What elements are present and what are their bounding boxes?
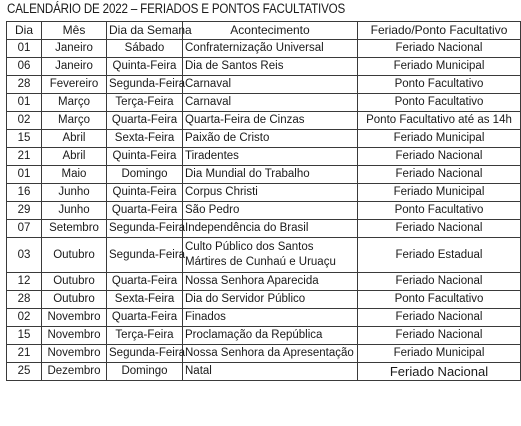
- table-row: [7, 148, 521, 166]
- cell-dia: 02: [7, 112, 42, 130]
- cell-mes: Novembro: [42, 345, 107, 363]
- cell-feriado-ponto-facultativo: Feriado Nacional: [358, 273, 521, 291]
- header-dia-da-semana: Dia da Semana: [107, 22, 183, 40]
- cell-feriado-ponto-facultativo: Feriado Municipal: [358, 184, 521, 202]
- table-body: [7, 40, 521, 381]
- cell-feriado-ponto-facultativo: Feriado Nacional: [358, 166, 521, 184]
- header-dia: Dia: [7, 22, 42, 40]
- cell-dia: 29: [7, 202, 42, 220]
- header-mes: Mês: [42, 22, 107, 40]
- table-row: [7, 345, 521, 363]
- cell-acontecimento: Dia Mundial do Trabalho: [183, 166, 358, 184]
- cell-feriado-ponto-facultativo: Ponto Facultativo: [358, 76, 521, 94]
- cell-mes: Abril: [42, 130, 107, 148]
- table-row: [7, 94, 521, 112]
- cell-feriado-ponto-facultativo: Feriado Estadual: [358, 238, 521, 273]
- cell-dia: 15: [7, 327, 42, 345]
- cell-dia-da-semana: Quinta-Feira: [107, 148, 183, 166]
- page-title: CALENDÁRIO DE 2022 – FERIADOS E PONTOS FACULTATIVOS: [7, 1, 346, 16]
- table-row: [7, 184, 521, 202]
- cell-dia: 07: [7, 220, 42, 238]
- cell-acontecimento: Dia de Santos Reis: [183, 58, 358, 76]
- cell-dia-da-semana: Sexta-Feira: [107, 291, 183, 309]
- cell-mes: Março: [42, 94, 107, 112]
- cell-dia: 12: [7, 273, 42, 291]
- cell-acontecimento: Tiradentes: [183, 148, 358, 166]
- cell-dia-da-semana: Domingo: [107, 166, 183, 184]
- cell-dia-da-semana: Terça-Feira: [107, 327, 183, 345]
- cell-mes: Dezembro: [42, 363, 107, 381]
- cell-dia-da-semana: Quarta-Feira: [107, 202, 183, 220]
- cell-acontecimento: Carnaval: [183, 94, 358, 112]
- cell-feriado-ponto-facultativo: Feriado Nacional: [358, 40, 521, 58]
- cell-acontecimento: Nossa Senhora Aparecida: [183, 273, 358, 291]
- cell-dia-da-semana: Sexta-Feira: [107, 130, 183, 148]
- cell-feriado-ponto-facultativo: Feriado Municipal: [358, 345, 521, 363]
- table-row: [7, 130, 521, 148]
- cell-dia: 16: [7, 184, 42, 202]
- table-row: [7, 327, 521, 345]
- cell-mes: Abril: [42, 148, 107, 166]
- cell-mes: Novembro: [42, 327, 107, 345]
- cell-dia-da-semana: Terça-Feira: [107, 94, 183, 112]
- cell-dia: 25: [7, 363, 42, 381]
- cell-dia-da-semana: Quarta-Feira: [107, 309, 183, 327]
- cell-mes: Janeiro: [42, 40, 107, 58]
- cell-acontecimento: Culto Público dos Santos Mártires de Cunhaú e Uruaçu: [183, 238, 358, 273]
- cell-mes: Junho: [42, 184, 107, 202]
- cell-feriado-ponto-facultativo: Feriado Nacional: [358, 363, 521, 381]
- table-row: [7, 202, 521, 220]
- cell-dia-da-semana: Quinta-Feira: [107, 58, 183, 76]
- cell-dia: 01: [7, 166, 42, 184]
- cell-feriado-ponto-facultativo: Ponto Facultativo: [358, 94, 521, 112]
- cell-dia: 06: [7, 58, 42, 76]
- cell-dia: 28: [7, 291, 42, 309]
- cell-dia-da-semana: Domingo: [107, 363, 183, 381]
- cell-dia: 21: [7, 345, 42, 363]
- table-row: [7, 220, 521, 238]
- header-acontecimento: Acontecimento: [183, 22, 358, 40]
- cell-acontecimento: Nossa Senhora da Apresentação: [183, 345, 358, 363]
- cell-acontecimento: Independência do Brasil: [183, 220, 358, 238]
- cell-feriado-ponto-facultativo: Feriado Municipal: [358, 58, 521, 76]
- table-header-row: [7, 22, 521, 40]
- cell-feriado-ponto-facultativo: Feriado Nacional: [358, 220, 521, 238]
- cell-acontecimento: Quarta-Feira de Cinzas: [183, 112, 358, 130]
- cell-mes: Junho: [42, 202, 107, 220]
- table-row: [7, 309, 521, 327]
- table-row: [7, 273, 521, 291]
- cell-acontecimento: Finados: [183, 309, 358, 327]
- cell-feriado-ponto-facultativo: Feriado Nacional: [358, 327, 521, 345]
- cell-dia-da-semana: Quarta-Feira: [107, 273, 183, 291]
- header-feriado-ponto-facultativo: Feriado/Ponto Facultativo: [358, 22, 521, 40]
- table-row: [7, 58, 521, 76]
- cell-mes: Outubro: [42, 238, 107, 273]
- cell-acontecimento: Natal: [183, 363, 358, 381]
- table-row: [7, 76, 521, 94]
- cell-mes: Março: [42, 112, 107, 130]
- cell-acontecimento: Confraternização Universal: [183, 40, 358, 58]
- cell-acontecimento: Carnaval: [183, 76, 358, 94]
- cell-dia-da-semana: Quinta-Feira: [107, 184, 183, 202]
- cell-dia: 01: [7, 40, 42, 58]
- cell-dia: 01: [7, 94, 42, 112]
- table-row: [7, 238, 521, 273]
- cell-dia-da-semana: Segunda-Feira: [107, 238, 183, 273]
- cell-dia: 15: [7, 130, 42, 148]
- cell-dia: 28: [7, 76, 42, 94]
- cell-mes: Setembro: [42, 220, 107, 238]
- cell-dia-da-semana: Segunda-Feira: [107, 76, 183, 94]
- cell-acontecimento: Dia do Servidor Público: [183, 291, 358, 309]
- cell-mes: Fevereiro: [42, 76, 107, 94]
- cell-dia-da-semana: Quarta-Feira: [107, 112, 183, 130]
- table-row: [7, 291, 521, 309]
- cell-mes: Novembro: [42, 309, 107, 327]
- cell-dia: 02: [7, 309, 42, 327]
- cell-acontecimento: Corpus Christi: [183, 184, 358, 202]
- cell-acontecimento: Paixão de Cristo: [183, 130, 358, 148]
- cell-dia: 03: [7, 238, 42, 273]
- cell-mes: Outubro: [42, 273, 107, 291]
- cell-mes: Maio: [42, 166, 107, 184]
- cell-feriado-ponto-facultativo: Feriado Nacional: [358, 148, 521, 166]
- cell-dia-da-semana: Segunda-Feira: [107, 345, 183, 363]
- cell-feriado-ponto-facultativo: Ponto Facultativo: [358, 202, 521, 220]
- table-row: [7, 112, 521, 130]
- cell-mes: Janeiro: [42, 58, 107, 76]
- cell-mes: Outubro: [42, 291, 107, 309]
- table-row: [7, 166, 521, 184]
- cell-dia: 21: [7, 148, 42, 166]
- holiday-calendar-table: [6, 21, 521, 381]
- table-row: [7, 40, 521, 58]
- cell-dia-da-semana: Sábado: [107, 40, 183, 58]
- cell-feriado-ponto-facultativo: Ponto Facultativo até as 14h: [358, 112, 521, 130]
- cell-dia-da-semana: Segunda-Feira: [107, 220, 183, 238]
- cell-feriado-ponto-facultativo: Feriado Nacional: [358, 309, 521, 327]
- cell-acontecimento: Proclamação da República: [183, 327, 358, 345]
- table-row: [7, 363, 521, 381]
- cell-feriado-ponto-facultativo: Ponto Facultativo: [358, 291, 521, 309]
- cell-feriado-ponto-facultativo: Feriado Municipal: [358, 130, 521, 148]
- cell-acontecimento: São Pedro: [183, 202, 358, 220]
